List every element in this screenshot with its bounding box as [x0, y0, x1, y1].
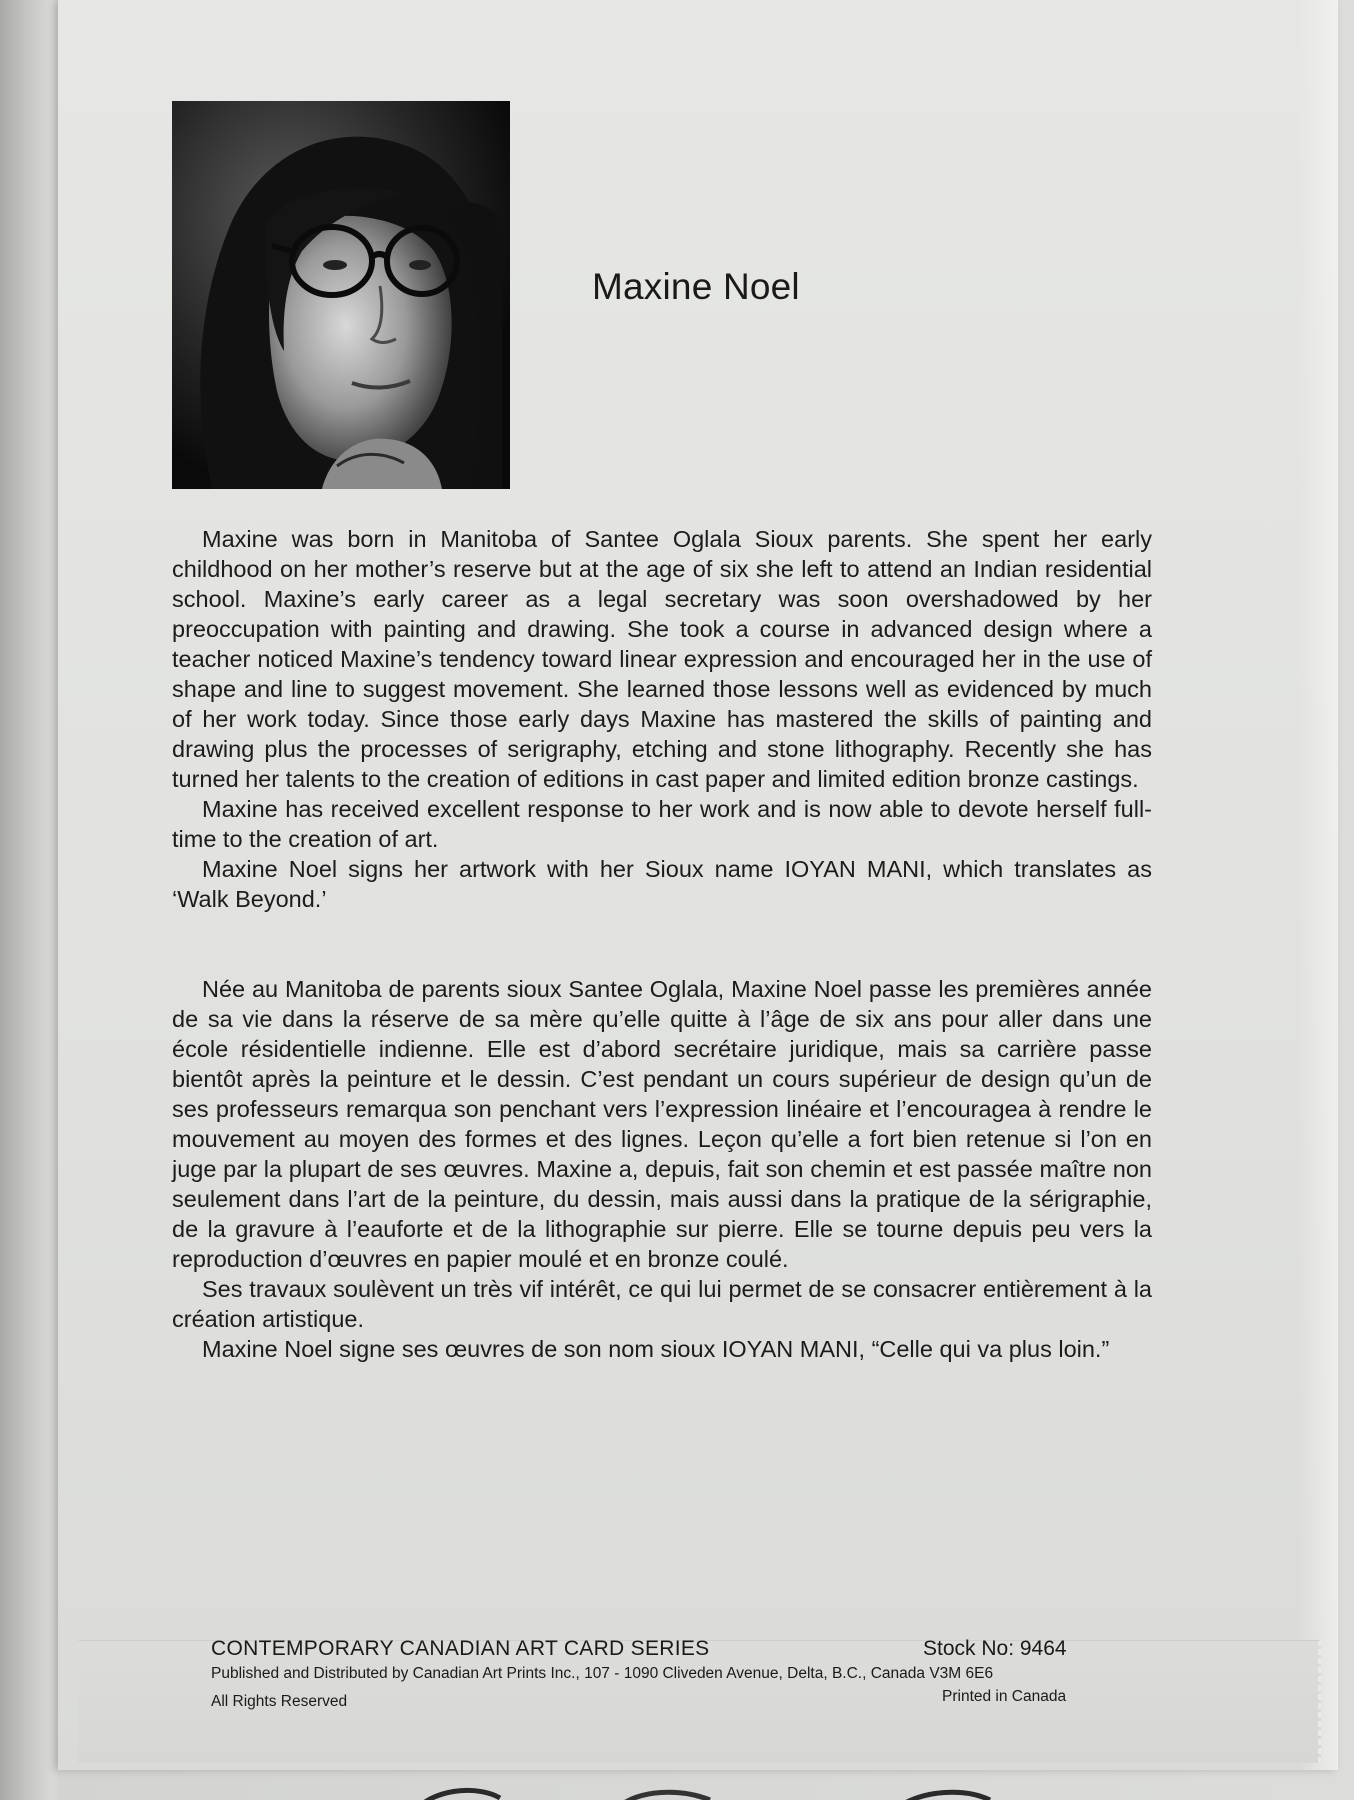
bio-paragraph: Maxine Noel signs her artwork with her Sioux name IOYAN MANI, which translates as ‘Walk Beyond.’ [172, 856, 1152, 912]
card-stand [380, 1776, 1080, 1800]
artist-name-heading: Maxine Noel [592, 266, 800, 307]
bio-paragraph: Née au Manitoba de parents sioux Santee Oglala, Maxine Noel passe les premières année de sa vie dans la réserve de sa mère qu’elle quitte à l’âge de six ans pour aller dans une école résidentielle indienne. Elle est d’abord secrétaire juridique, mais sa carrière passe bientôt après la peinture et le dessin. C’est pendant un cours supérieur de design qu’un de ses professeurs remarqua son penchant vers l’expression linéaire et l’encouragea à rendre le mouvement au moyen des formes et des lignes. Leçon qu’elle a fort bien retenue si l’on en juge par la plupart de ses œuvres. Maxine a, depuis, fait son chemin et est passée maître non seulement dans l’art de la peinture, du dessin, mais aussi dans la pratique de la sérigraphie, de la gravure à l’eauforte et de la lithographie sur pierre. Elle se tourne depuis peu vers la reproduction d’œuvres en papier moulé et en bronze coulé. [172, 976, 1152, 1272]
artist-portrait-photo [172, 101, 510, 489]
bio-paragraph: Maxine was born in Manitoba of Santee Oglala Sioux parents. She spent her early childhood on her mother’s reserve but at the age of six she left to attend an Indian residential school. Maxine’s early career as a legal secretary was soon overshadowed by her preoccupation with painting and drawing. She took a course in advanced design where a teacher noticed Maxine’s tendency toward linear expression and encouraged her in the use of shape and line to suggest movement. She learned those lessons well as evidenced by much of her work today. Since those early days Maxine has mastered the skills of painting and drawing plus the processes of serigraphy, etching and stone lithography. Recently she has turned her talents to the creation of editions in cast paper and limited edition bronze castings. [172, 526, 1152, 792]
biography-french [172, 974, 1152, 1364]
bio-paragraph: Maxine Noel signe ses œuvres de son nom sioux IOYAN MANI, “Celle qui va plus loin.” [202, 1336, 1110, 1362]
bio-paragraph: Ses travaux soulèvent un très vif intérêt, ce qui lui permet de se consacrer entièrement à la création artistique. [172, 1276, 1152, 1332]
printed-in-notice: Printed in Canada [942, 1688, 1067, 1705]
bio-paragraph: Maxine has received excellent response to her work and is now able to devote herself full-time to the creation of art. [172, 796, 1152, 852]
rights-notice: All Rights Reserved [211, 1693, 348, 1710]
stock-number: Stock No: 9464 [923, 1637, 1067, 1660]
series-title: CONTEMPORARY CANADIAN ART CARD SERIES [211, 1637, 710, 1660]
biography-english [172, 524, 1152, 914]
card-edge-highlight [1298, 0, 1338, 1770]
publisher-line: Published and Distributed by Canadian Art Prints Inc., 107 - 1090 Cliveden Avenue, Delta, B.C., Canada V3M 6E6 [211, 1665, 994, 1682]
